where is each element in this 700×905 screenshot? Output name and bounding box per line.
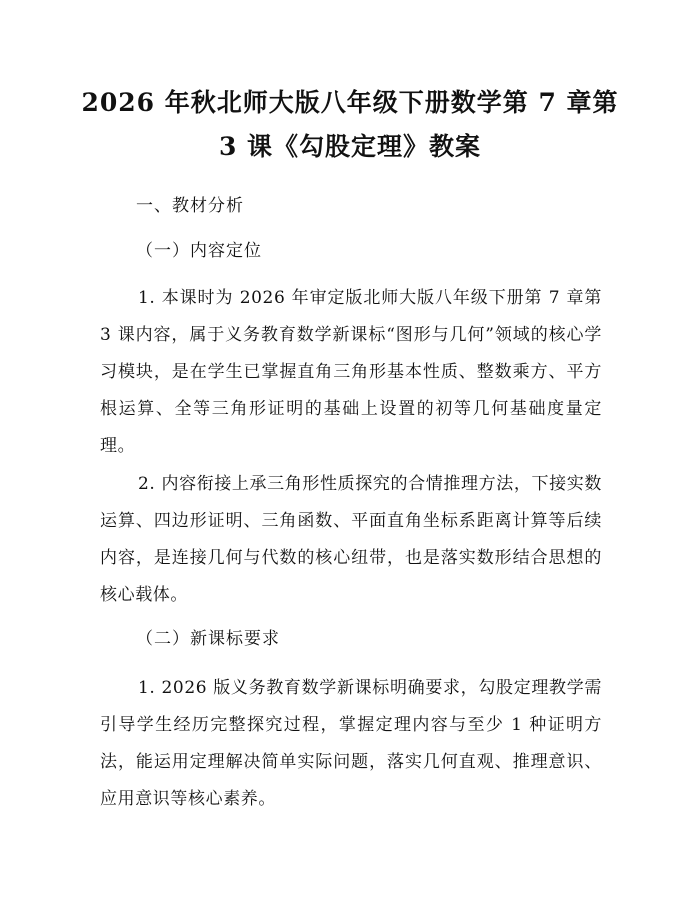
paragraph-content-positioning-2: 2. 内容衔接上承三角形性质探究的合情推理方法，下接实数运算、四边形证明、三角函数、平面直角坐标系距离计算等后续内容，是连接几何与代数的核心纽带，也是落实数形结合思想的核心载体。: [100, 474, 602, 605]
paragraph-curriculum-requirements-1: 1. 2026 版义务教育数学新课标明确要求，勾股定理教学需引导学生经历完整探究过程，掌握定理内容与至少 1 种证明方法，能运用定理解决简单实际问题，落实几何直观、推理意识、应用意识等核心素养。: [100, 678, 602, 809]
document-title-line-1: 2026 年秋北师大版八年级下册数学第 7 章第: [81, 88, 619, 117]
document-title-line-2: 3 课《勾股定理》教案: [218, 132, 482, 161]
paragraph-content-positioning-1: 1. 本课时为 2026 年审定版北师大版八年级下册第 7 章第 3 课内容，属于义务教育数学新课标“图形与几何”领域的核心学习模块，是在学生已掌握直角三角形基本性质、整数乘方、平方根运算、全等三角形证明的基础上设置的初等几何基础度量定理。: [100, 288, 602, 456]
subsection-heading-content-positioning: （一）内容定位: [136, 241, 262, 261]
section-heading-teaching-material-analysis: 一、教材分析: [136, 196, 244, 216]
subsection-heading-curriculum-requirements: （二）新课标要求: [136, 629, 280, 649]
